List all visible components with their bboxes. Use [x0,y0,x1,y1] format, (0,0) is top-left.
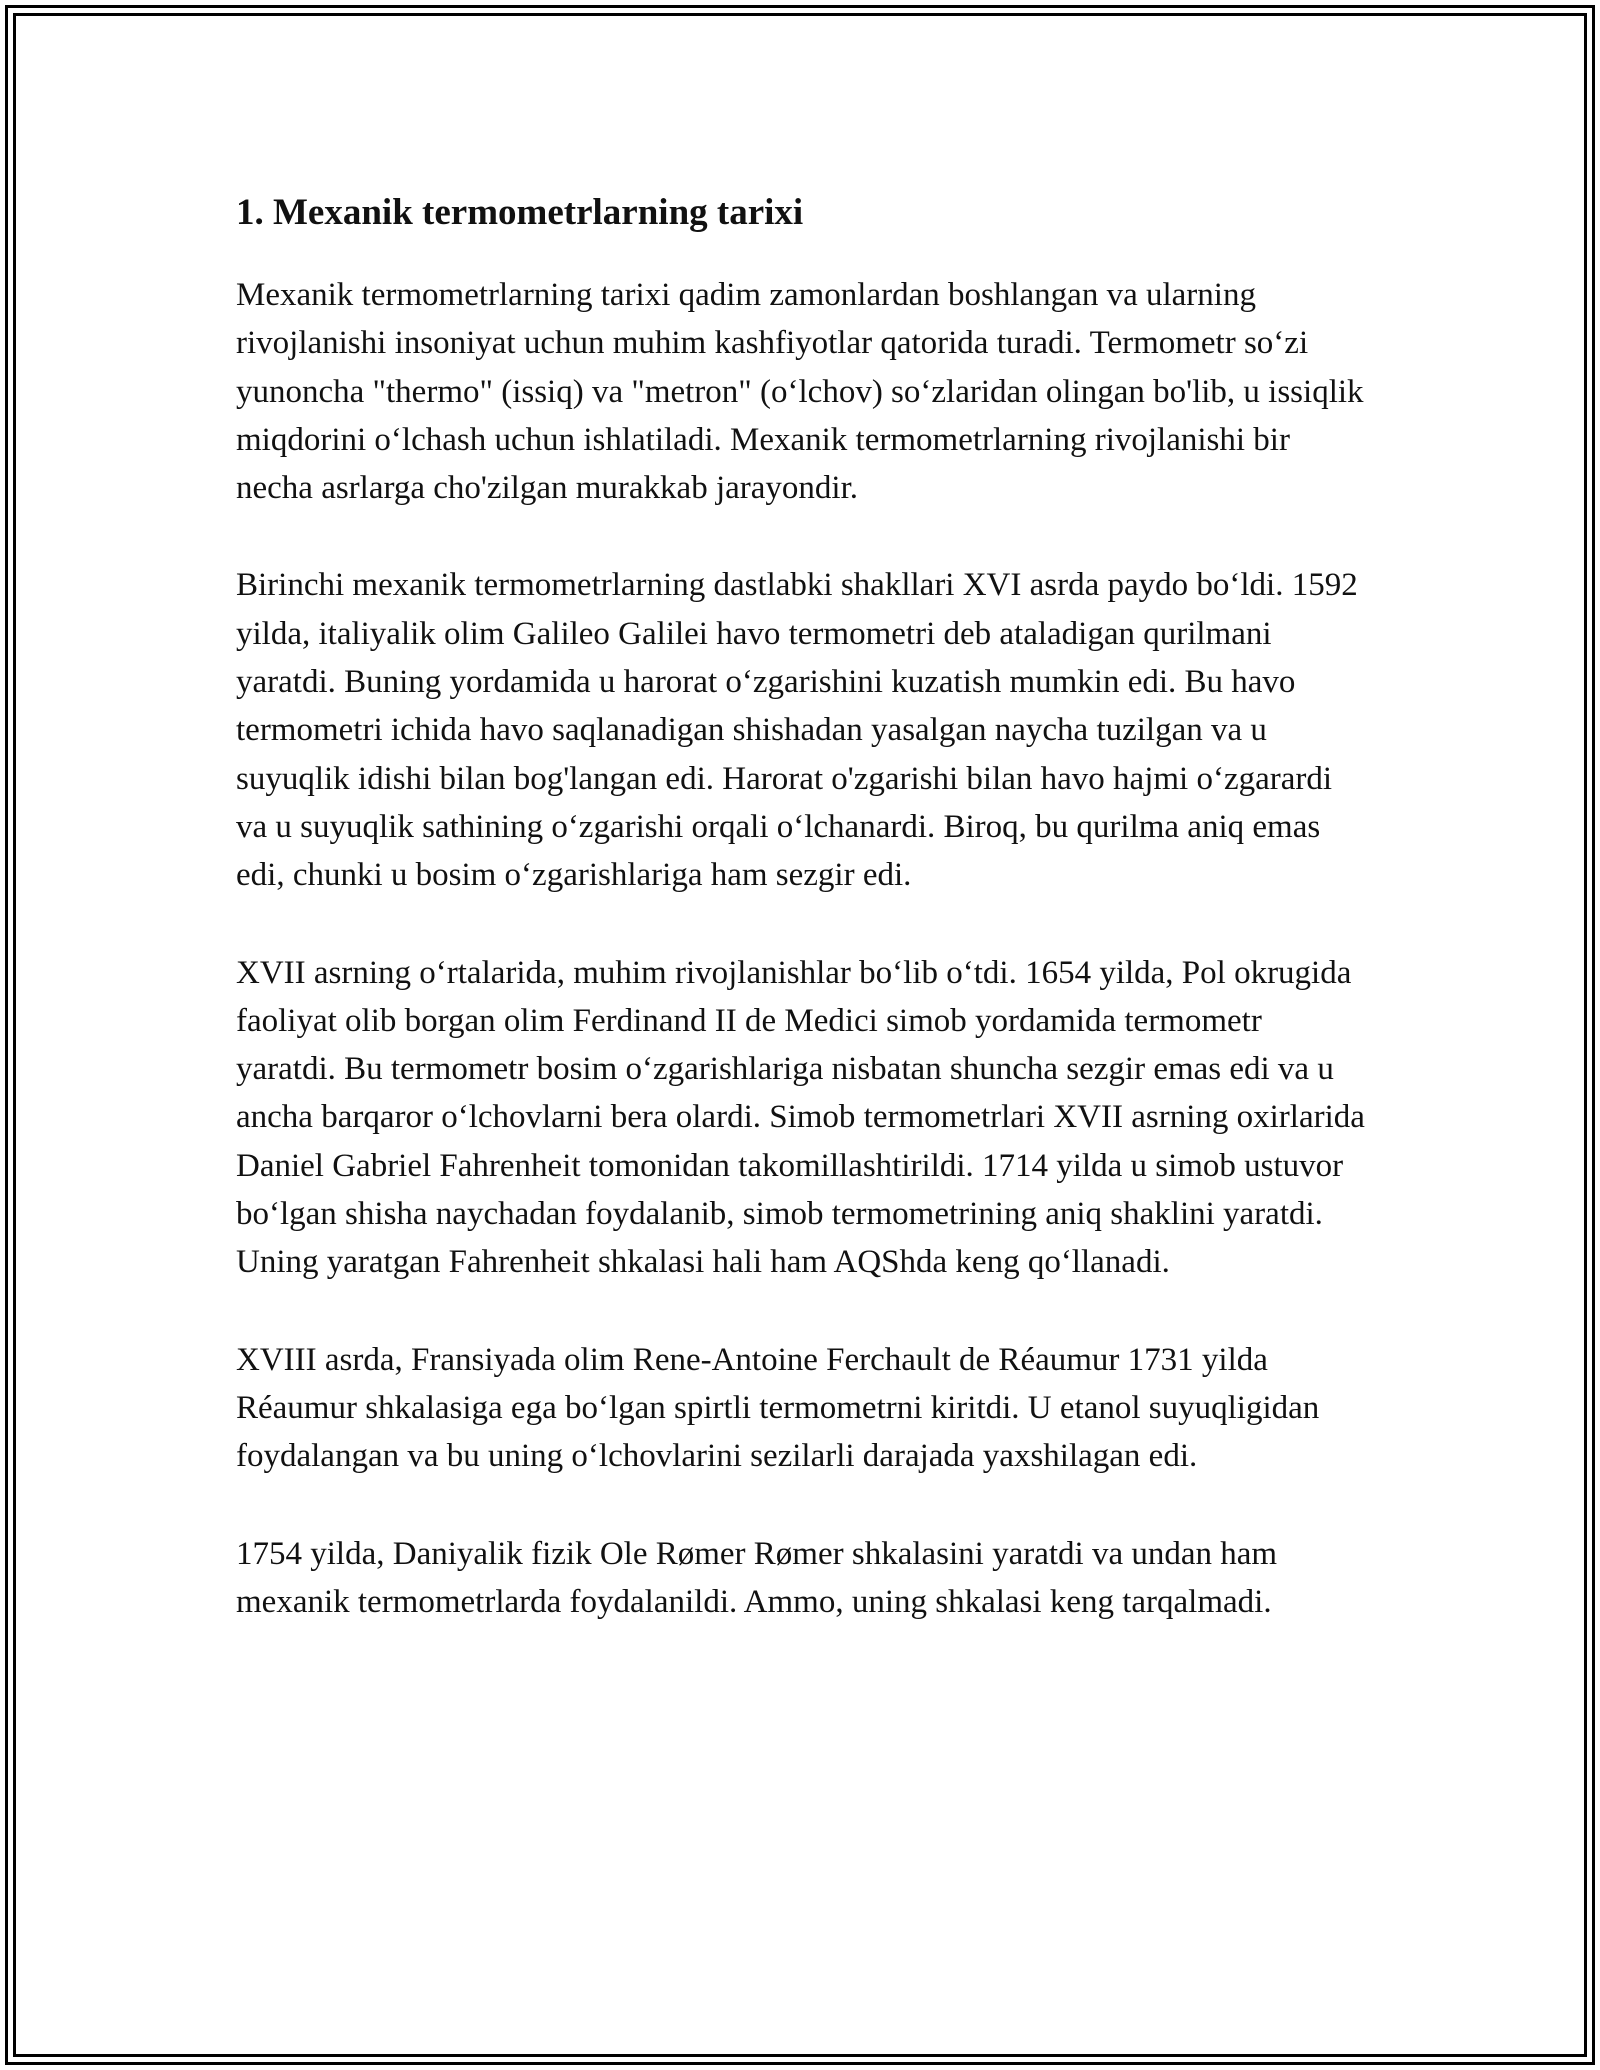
paragraph-mercury: XVII asrning o‘rtalarida, muhim rivojlanishlar bo‘lib o‘tdi. 1654 yilda, Pol okrugida faoliyat olib borgan olim Ferdinand II de Medici simob yordamida termometr yaratdi. Bu termometr bosim o‘zgarishlariga nisbatan shuncha sezgir emas edi va u ancha barqaror o‘lchovlarni bera olardi. Simob termometrlari XVII asrning oxirlarida Daniel Gabriel Fahrenheit tomonidan takomillashtirildi. 1714 yilda u simob ustuvor bo‘lgan shisha naychadan foydalanib, simob termometrining aniq shaklini yaratdi. Uning yaratgan Fahrenheit shkalasi hali ham AQShda keng qo‘llanadi. [236,954,1365,1281]
document-body [236,183,1366,1675]
section-heading: 1. Mexanik termometrlarning tarixi [236,192,804,233]
paragraph-romer: 1754 yilda, Daniyalik fizik Ole Rømer Rømer shkalasini yaratdi va undan ham mexanik termometrlarda foydalanildi. Ammo, uning shkalasi keng tarqalmadi. [236,1535,1278,1620]
paragraph-intro: Mexanik termometrlarning tarixi qadim zamonlardan boshlangan va ularning rivojlanishi insoniyat uchun muhim kashfiyotlar qatorida turadi. Termometr so‘zi yunoncha "thermo" (issiq) va "metron" (o‘lchov) so‘zlaridan olingan bo'lib, u issiqlik miqdorini o‘lchash uchun ishlatiladi. Mexanik termometrlarning rivojlanishi bir necha asrlarga cho'zilgan murakkab jarayondir. [236,277,1364,507]
paragraph-reaumur: XVIII asrda, Fransiyada olim Rene-Antoine Ferchault de Réaumur 1731 yilda Réaumur shkalasiga ega bo‘lgan spirtli termometrni kiritdi. U etanol suyuqligidan foydalangan va bu uning o‘lchovlarini sezilarli darajada yaxshilagan edi. [236,1341,1320,1475]
paragraph-galileo: Birinchi mexanik termometrlarning dastlabki shakllari XVI asrda paydo bo‘ldi. 1592 yilda, italiyalik olim Galileo Galilei havo termometri deb ataladigan qurilmani yaratdi. Buning yordamida u harorat o‘zgarishini kuzatish mumkin edi. Bu havo termometri ichida havo saqlanadigan shishadan yasalgan naycha tuzilgan va u suyuqlik idishi bilan bog'langan edi. Harorat o'zgarishi bilan havo hajmi o‘zgarardi va u suyuqlik sathining o‘zgarishi orqali o‘lchanardi. Biroq, bu qurilma aniq emas edi, chunki u bosim o‘zgarishlariga ham sezgir edi. [236,567,1358,894]
